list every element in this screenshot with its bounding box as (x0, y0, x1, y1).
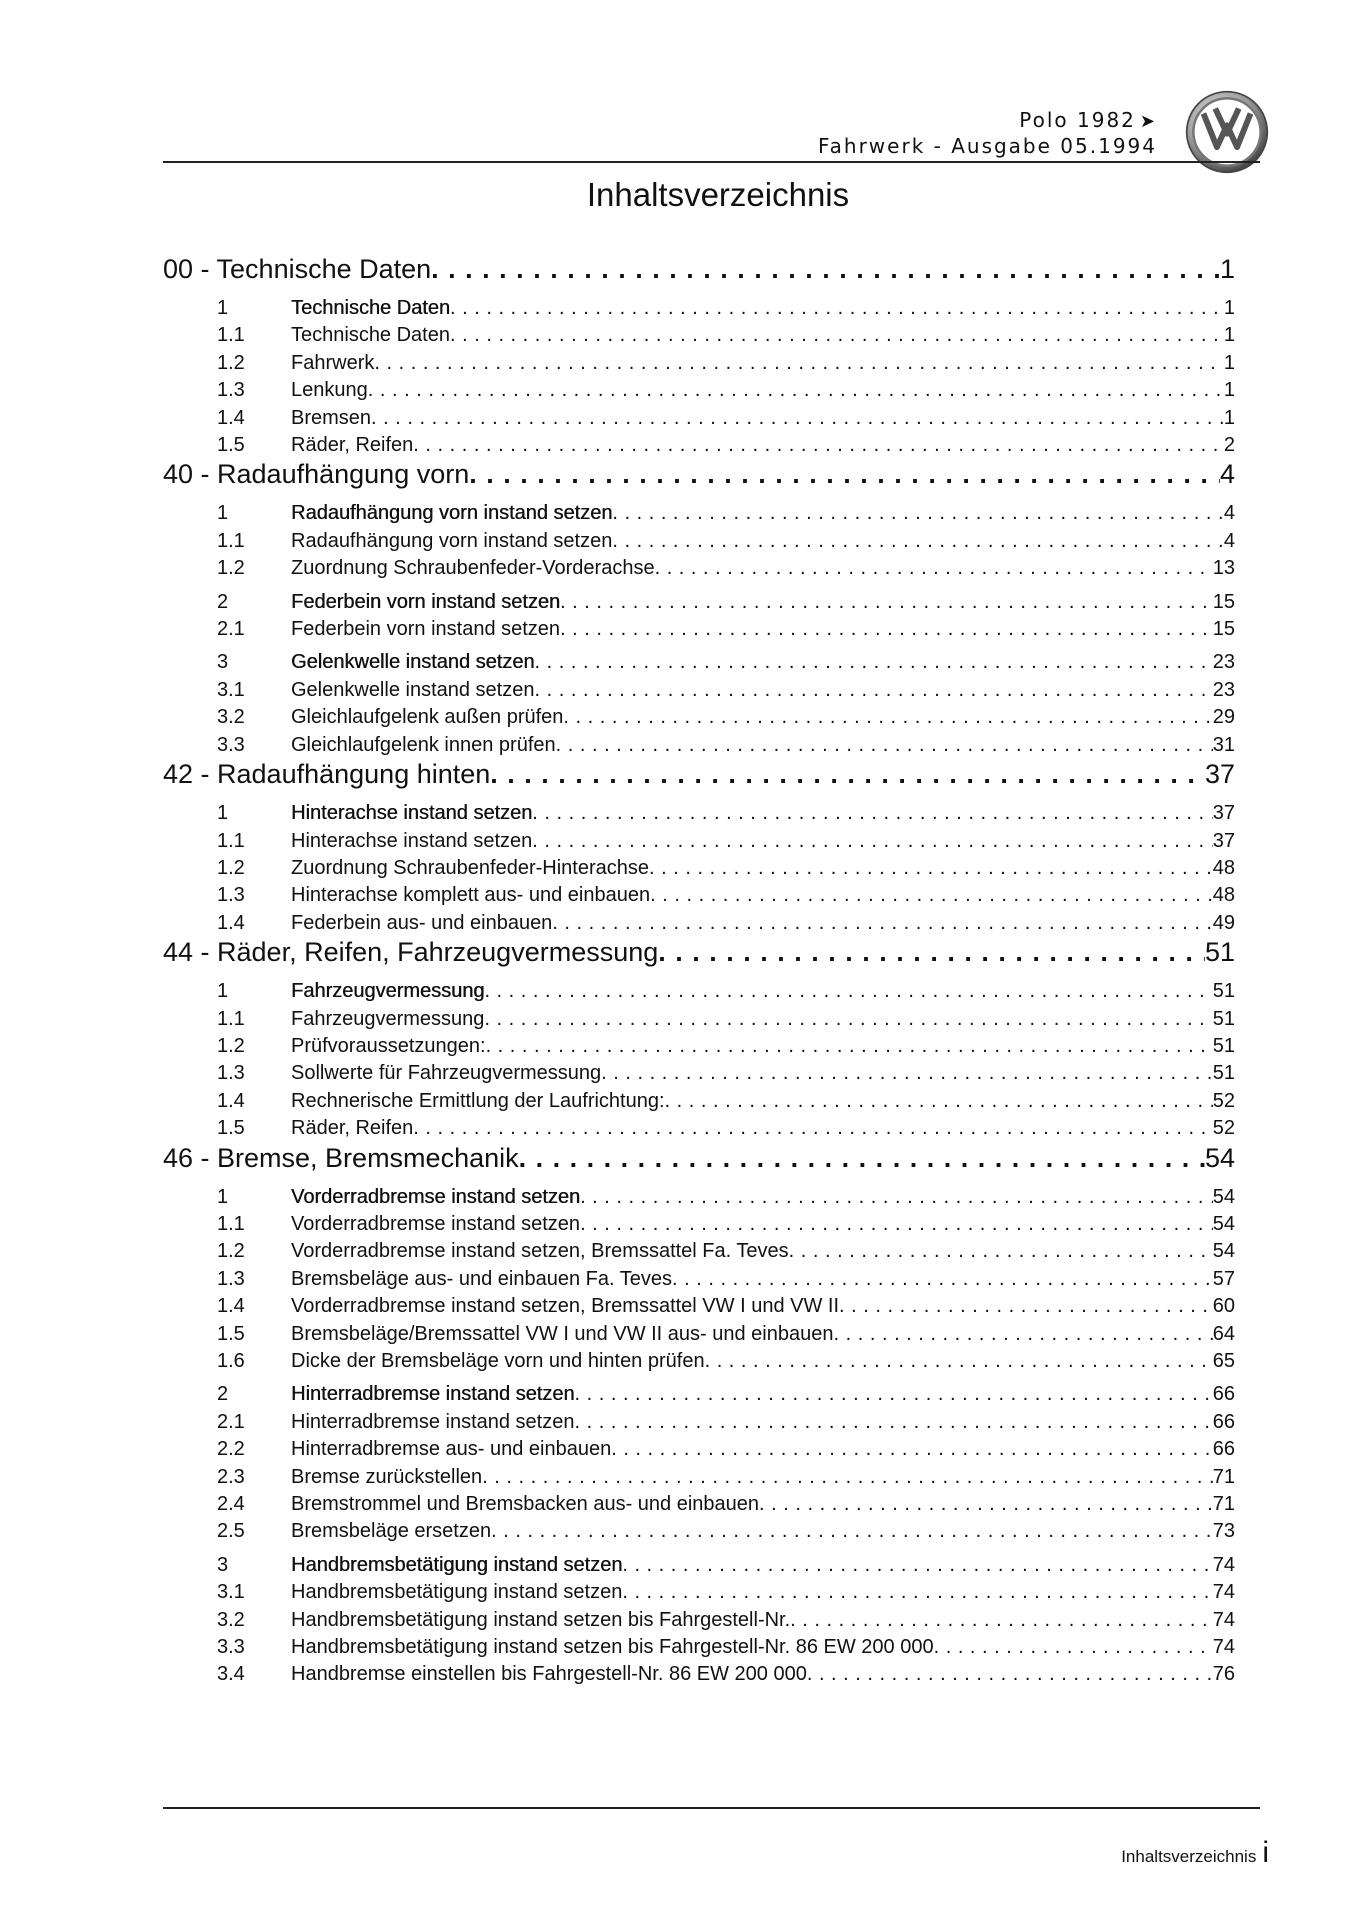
toc-leader-dots (469, 459, 1220, 490)
toc-entry-number: 1.3 (217, 379, 245, 402)
toc-chapter-title: 00 - Technische Daten (163, 254, 432, 284)
toc-section (163, 459, 1235, 759)
toc-entry-page: 37 (1212, 829, 1235, 852)
toc-entry[interactable] (163, 1436, 1235, 1463)
toc-entry[interactable] (163, 855, 1235, 882)
toc-leader-dots (371, 405, 1224, 432)
toc-entry-page: 51 (1212, 1034, 1235, 1057)
toc-entry-title: Handbremsbetätigung instand setzen (291, 1553, 623, 1576)
toc-entry[interactable] (163, 978, 1235, 1005)
toc-entry-page: 4 (1223, 529, 1235, 552)
toc-leader-dots (665, 1088, 1213, 1115)
toc-leader-dots (519, 1143, 1205, 1174)
toc-entry-number: 1.2 (217, 1240, 245, 1263)
toc-leader-dots (484, 978, 1212, 1005)
toc-entry-title: Handbremsbetätigung instand setzen bis Fahrgestell-Nr. 86 EW 200 000 (291, 1636, 934, 1659)
toc-leader-dots (574, 1409, 1212, 1436)
toc-entry-page: 51 (1212, 1007, 1235, 1030)
toc-entry-page: 15 (1212, 618, 1235, 641)
toc-leader-dots (807, 1661, 1213, 1688)
toc-entry-number: 1.1 (217, 529, 245, 552)
toc-entry-number: 1.3 (217, 884, 245, 907)
toc-entry-number: 2.5 (217, 1520, 245, 1543)
toc-entry[interactable] (163, 1409, 1235, 1436)
toc-entry[interactable] (163, 1266, 1235, 1293)
toc-entry-title: Lenkung (291, 379, 368, 402)
toc-entry-number: 1.3 (217, 1062, 245, 1085)
toc-leader-dots (672, 1266, 1213, 1293)
toc-entry[interactable] (163, 1184, 1235, 1211)
toc-leader-dots (655, 555, 1213, 582)
toc-entry[interactable] (163, 649, 1235, 676)
toc-entry-title: Vorderradbremse instand setzen (291, 1185, 581, 1208)
toc-entry-title: Bremsbeläge aus- und einbauen Fa. Teves (291, 1267, 672, 1290)
toc-entry-title: Handbremsbetätigung instand setzen (291, 1581, 623, 1604)
toc-leader-dots (552, 910, 1212, 937)
toc-entry-page: 49 (1212, 911, 1235, 934)
toc-entry-page: 1 (1223, 379, 1235, 402)
toc-leader-dots (612, 528, 1224, 555)
toc-entry-title: Bremse zurückstellen (291, 1465, 483, 1488)
toc-entry-title: Gleichlaufgelenk innen prüfen (291, 733, 556, 756)
toc-entry-title: Technische Daten (291, 297, 450, 319)
toc-leader-dots (611, 1436, 1213, 1463)
toc-leader-dots (413, 1115, 1212, 1142)
toc-leader-dots (622, 1579, 1212, 1606)
toc-entry[interactable] (163, 1381, 1235, 1408)
toc-entry-page: 54 (1212, 1185, 1235, 1208)
toc-entry-number: 3.3 (217, 733, 245, 756)
toc-entry[interactable] (163, 555, 1235, 582)
toc-entry[interactable] (163, 1348, 1235, 1375)
toc-entry-page: 54 (1212, 1240, 1235, 1263)
toc-entry-number: 1.4 (217, 406, 245, 429)
toc-leader-dots (612, 500, 1224, 527)
toc-chapter[interactable] (163, 254, 1235, 285)
toc-entry-page: 15 (1212, 590, 1235, 613)
toc-leader-dots (790, 1607, 1213, 1634)
toc-leader-dots (532, 800, 1213, 827)
toc-entry-title: Fahrzeugvermessung (291, 1007, 485, 1030)
toc-entry-number: 3.1 (217, 678, 245, 701)
toc-chapter-title: 40 - Radaufhängung vorn (163, 459, 470, 490)
toc-leader-dots (431, 254, 1220, 285)
toc-entry-page: 52 (1212, 1117, 1235, 1140)
toc-leader-dots (491, 1518, 1213, 1545)
header-subtitle: Fahrwerk - Ausgabe 05.1994 (817, 134, 1157, 158)
toc-entry[interactable] (163, 1607, 1235, 1634)
toc-entry-title: Gleichlaufgelenk außen prüfen (291, 706, 564, 729)
toc-entry-title: Handbremse einstellen bis Fahrgestell-Nr. 86 EW 200 000 (291, 1663, 807, 1686)
toc-entry-page: 66 (1212, 1410, 1235, 1433)
toc-leader-dots (534, 677, 1212, 704)
header-rule (163, 161, 1260, 163)
toc-entry-number: 3 (217, 1553, 229, 1576)
toc-entry[interactable] (163, 295, 1235, 322)
toc-leader-dots (649, 855, 1213, 882)
toc-entry-page: 66 (1212, 1383, 1235, 1406)
toc-entry-number: 1.1 (217, 1007, 245, 1030)
toc-entry-title: Hinterradbremse instand setzen (291, 1383, 575, 1406)
toc-leader-dots (490, 759, 1205, 790)
toc-entry-page: 73 (1212, 1520, 1235, 1543)
toc-entry[interactable] (163, 1634, 1235, 1661)
toc-entry-page: 13 (1212, 557, 1235, 580)
toc-entry-number: 3.3 (217, 1636, 245, 1659)
toc-leader-dots (650, 882, 1213, 909)
toc-entry-page: 1 (1223, 324, 1235, 347)
toc-entry[interactable] (163, 350, 1235, 377)
toc-entry[interactable] (163, 1238, 1235, 1265)
toc-entry-number: 1.2 (217, 856, 245, 879)
toc-entry-number: 3.4 (217, 1663, 245, 1686)
toc-entry-number: 1.5 (217, 434, 245, 457)
toc-entry-title: Radaufhängung vorn instand setzen (291, 502, 613, 525)
toc-leader-dots (534, 649, 1212, 676)
toc-entry-page: 74 (1212, 1553, 1235, 1576)
toc-entry-page: 31 (1212, 733, 1235, 756)
toc-entry-number: 1 (217, 980, 229, 1003)
toc-entry[interactable] (163, 1552, 1235, 1579)
header-model-text: Polo 1982 (1019, 108, 1136, 132)
toc-entry-page: 2 (1223, 434, 1235, 457)
toc-chapter-title: 44 - Räder, Reifen, Fahrzeugvermessung (163, 937, 659, 968)
toc-entry-number: 1.4 (217, 911, 245, 934)
toc-entry-title: Bremsen (291, 406, 372, 429)
toc-entry[interactable] (163, 500, 1235, 527)
toc-entry-page: 1 (1223, 297, 1235, 319)
toc-entry-title: Federbein vorn instand setzen (291, 590, 561, 613)
toc-entry-title: Bremsbeläge/Bremssattel VW I und VW II aus- und einbauen (291, 1322, 834, 1345)
toc-entry-title: Hinterachse instand setzen (291, 829, 533, 852)
toc-entry-title: Handbremsbetätigung instand setzen bis Fahrgestell-Nr. (291, 1608, 791, 1631)
toc-chapter[interactable] (163, 759, 1235, 790)
toc-entry[interactable] (163, 910, 1235, 937)
toc-entry-page: 74 (1212, 1636, 1235, 1659)
toc-entry-title: Vorderradbremse instand setzen, Bremssattel Fa. Teves (291, 1240, 789, 1263)
toc-entry-number: 1 (217, 297, 229, 319)
toc-entry[interactable] (163, 1321, 1235, 1348)
toc-entry-number: 1.5 (217, 1322, 245, 1345)
toc-entry-page: 51 (1212, 980, 1235, 1003)
toc-leader-dots (601, 1060, 1213, 1087)
toc-entry-page: 57 (1212, 1267, 1235, 1290)
toc-entry-number: 3.2 (217, 1608, 245, 1631)
toc-entry-title: Hinterradbremse aus- und einbauen (291, 1438, 612, 1461)
toc-section (163, 1143, 1235, 1689)
toc-entry-title: Prüfvoraussetzungen: (291, 1034, 486, 1057)
toc-entry-page: 29 (1212, 706, 1235, 729)
toc-entry-page: 48 (1212, 856, 1235, 879)
toc-leader-dots (574, 1381, 1212, 1408)
arrow-right-icon: ➤ (1139, 111, 1157, 132)
toc-section (163, 759, 1235, 937)
toc-chapter[interactable] (163, 1143, 1235, 1174)
toc-leader-dots (450, 322, 1224, 349)
toc-entry-page: 66 (1212, 1438, 1235, 1461)
toc-entry-title: Zuordnung Schraubenfeder-Hinterachse (291, 856, 649, 879)
toc-entry-number: 1.4 (217, 1089, 245, 1112)
toc-entry-page: 76 (1212, 1663, 1235, 1686)
toc-entry-number: 2 (217, 590, 229, 613)
toc-entry-page: 48 (1212, 884, 1235, 907)
toc-leader-dots (705, 1348, 1213, 1375)
toc-entry[interactable] (163, 1088, 1235, 1115)
toc-entry-number: 1.6 (217, 1350, 245, 1372)
toc-chapter-page: 54 (1204, 1142, 1235, 1173)
toc-entry-title: Rechnerische Ermittlung der Laufrichtung: (291, 1089, 665, 1112)
toc-entry-title: Bremsbeläge ersetzen (291, 1520, 492, 1543)
toc-entry-page: 23 (1212, 651, 1235, 674)
toc-entry-page: 52 (1212, 1089, 1235, 1112)
toc-entry-page: 60 (1212, 1295, 1235, 1318)
toc-leader-dots (580, 1211, 1213, 1238)
toc-chapter[interactable] (163, 459, 1235, 490)
toc-entry-number: 3 (217, 651, 229, 674)
toc-leader-dots (482, 1464, 1213, 1491)
toc-entry[interactable] (163, 528, 1235, 555)
toc-entry[interactable] (163, 1033, 1235, 1060)
toc-entry-title: Hinterradbremse instand setzen (291, 1410, 575, 1433)
toc-chapter-title: 42 - Radaufhängung hinten (163, 759, 491, 790)
toc-entry-title: Fahrzeugvermessung (291, 980, 485, 1003)
toc-entry[interactable] (163, 405, 1235, 432)
toc-entry[interactable] (163, 589, 1235, 616)
toc-entry-page: 4 (1223, 502, 1235, 525)
toc-entry-title: Bremstrommel und Bremsbacken aus- und einbauen (291, 1493, 760, 1516)
toc-entry-number: 1 (217, 802, 229, 825)
toc-entry[interactable] (163, 1006, 1235, 1033)
toc-leader-dots (834, 1321, 1213, 1348)
toc-entry-number: 2 (217, 1383, 229, 1406)
toc-entry-title: Dicke der Bremsbeläge vorn und hinten prüfen (291, 1350, 705, 1372)
toc-entry-number: 2.2 (217, 1438, 245, 1461)
toc-entry[interactable] (163, 677, 1235, 704)
toc-entry[interactable] (163, 828, 1235, 855)
toc-entry-page: 71 (1212, 1465, 1235, 1488)
toc-entry-title: Sollwerte für Fahrzeugvermessung (291, 1062, 602, 1085)
page-header (818, 108, 1157, 159)
toc-leader-dots (789, 1238, 1213, 1265)
toc-entry-page: 1 (1223, 406, 1235, 429)
toc-entry-number: 1.5 (217, 1117, 245, 1140)
toc-leader-dots (486, 1033, 1213, 1060)
toc-chapter-title: 46 - Bremse, Bremsmechanik (163, 1142, 519, 1173)
toc-leader-dots (532, 828, 1213, 855)
toc-leader-dots (658, 937, 1205, 968)
toc-entry-number: 2.3 (217, 1465, 245, 1488)
toc-entry-page: 37 (1212, 802, 1235, 825)
toc-leader-dots (563, 704, 1212, 731)
toc-entry-number: 1.3 (217, 1267, 245, 1290)
toc-chapter[interactable] (163, 937, 1235, 968)
toc-entry-number: 1.1 (217, 324, 245, 347)
toc-entry-title: Vorderradbremse instand setzen, Bremssattel VW I und VW II (291, 1295, 840, 1318)
toc-entry[interactable] (163, 1518, 1235, 1545)
toc-entry[interactable] (163, 704, 1235, 731)
toc-chapter-page: 37 (1204, 759, 1235, 790)
toc-entry-title: Zuordnung Schraubenfeder-Vorderachse (291, 557, 655, 580)
toc-entry-page: 51 (1212, 1062, 1235, 1085)
toc-leader-dots (413, 432, 1224, 459)
toc-entry[interactable] (163, 882, 1235, 909)
toc-entry[interactable] (163, 1060, 1235, 1087)
toc-leader-dots (368, 377, 1224, 404)
toc-entry-title: Hinterachse instand setzen (291, 802, 533, 825)
header-model (818, 108, 1157, 134)
toc-leader-dots (759, 1491, 1213, 1518)
toc-entry[interactable] (163, 732, 1235, 759)
toc-leader-dots (556, 732, 1213, 759)
toc-entry-page: 23 (1212, 678, 1235, 701)
toc-entry[interactable] (163, 616, 1235, 643)
toc-entry-number: 2.1 (217, 618, 245, 641)
toc-entry-title: Gelenkwelle instand setzen (291, 651, 535, 674)
toc-entry[interactable] (163, 322, 1235, 349)
toc-entry-page: 54 (1212, 1212, 1235, 1235)
toc-chapter-page: 4 (1219, 459, 1235, 490)
toc-entry-number: 1.1 (217, 829, 245, 852)
toc-leader-dots (580, 1184, 1213, 1211)
toc-section (163, 254, 1235, 459)
toc-entry-page: 74 (1212, 1608, 1235, 1631)
toc-leader-dots (560, 589, 1213, 616)
toc-entry-number: 3.1 (217, 1581, 245, 1604)
toc-entry-title: Räder, Reifen (291, 1117, 414, 1140)
toc-entry-title: Radaufhängung vorn instand setzen (291, 529, 613, 552)
toc-entry[interactable] (163, 1579, 1235, 1606)
toc-chapter-page: 51 (1204, 937, 1235, 968)
toc-entry-title: Technische Daten (291, 324, 450, 347)
toc-entry-number: 2.4 (217, 1493, 245, 1516)
toc-section (163, 937, 1235, 1142)
toc-entry-number: 2.1 (217, 1410, 245, 1433)
toc-entry[interactable] (163, 1661, 1235, 1688)
toc-entry-title: Vorderradbremse instand setzen (291, 1212, 581, 1235)
toc-entry-title: Federbein vorn instand setzen (291, 618, 561, 641)
toc-entry-title: Gelenkwelle instand setzen (291, 678, 535, 701)
toc-leader-dots (450, 295, 1224, 322)
toc-entry-page: 74 (1212, 1581, 1235, 1604)
toc-entry[interactable] (163, 1211, 1235, 1238)
page-footer (1121, 1836, 1269, 1870)
toc-entry-number: 3.2 (217, 706, 245, 729)
toc-leader-dots (934, 1634, 1213, 1661)
toc-entry-number: 1.4 (217, 1295, 245, 1318)
toc-leader-dots (839, 1293, 1213, 1320)
toc-entry-title: Federbein aus- und einbauen (291, 911, 553, 934)
toc-entry[interactable] (163, 1115, 1235, 1142)
toc-entry-page: 1 (1223, 351, 1235, 374)
footer-rule (163, 1807, 1260, 1809)
toc-entry-number: 1 (217, 502, 229, 525)
toc-chapter-page: 1 (1219, 254, 1235, 284)
toc-entry-title: Räder, Reifen (291, 434, 414, 457)
toc-entry[interactable] (163, 1464, 1235, 1491)
toc-entry-page: 64 (1212, 1322, 1235, 1345)
toc-entry[interactable] (163, 432, 1235, 459)
toc-entry-number: 1.2 (217, 351, 245, 374)
toc-leader-dots (560, 616, 1213, 643)
toc-entry-title: Hinterachse komplett aus- und einbauen (291, 884, 651, 907)
table-of-contents (163, 254, 1235, 1689)
toc-entry-page: 71 (1212, 1493, 1235, 1516)
toc-entry-number: 1.1 (217, 1212, 245, 1235)
toc-entry-number: 1.2 (217, 1034, 245, 1057)
toc-entry-number: 1.2 (217, 557, 245, 580)
toc-leader-dots (484, 1006, 1212, 1033)
toc-entry[interactable] (163, 1491, 1235, 1518)
toc-entry[interactable] (163, 1293, 1235, 1320)
toc-entry[interactable] (163, 377, 1235, 404)
toc-entry-page: 65 (1212, 1350, 1235, 1372)
toc-leader-dots (622, 1552, 1212, 1579)
toc-leader-dots (374, 350, 1224, 377)
toc-entry-number: 1 (217, 1185, 229, 1208)
toc-entry[interactable] (163, 800, 1235, 827)
footer-label: Inhaltsverzeichnis (1121, 1847, 1257, 1866)
footer-page-number: i (1262, 1836, 1269, 1869)
toc-entry-title: Fahrwerk (291, 351, 375, 374)
page-title: Inhaltsverzeichnis (586, 176, 850, 213)
